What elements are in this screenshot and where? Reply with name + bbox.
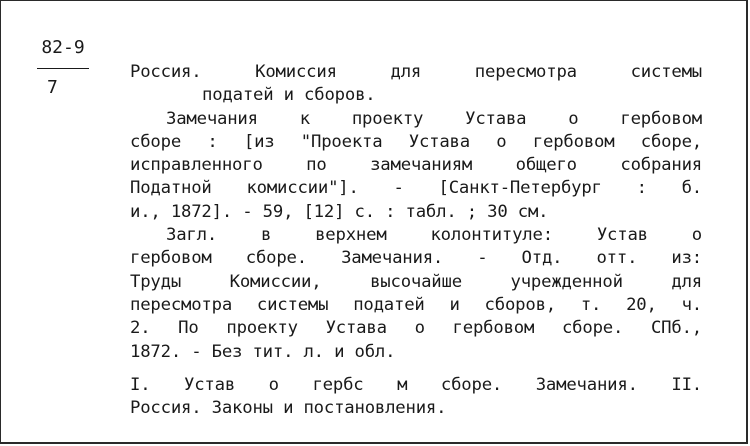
note-line-5: 2. По проекту Устава о гербовом сборе. СПб., [130, 318, 702, 339]
shelfmark-bottom: 7 [47, 77, 58, 98]
title-line-5: и., 1872]. - 59, [12] с. : табл. ; 30 см. [130, 201, 549, 222]
card-body [130, 61, 702, 420]
title-line-1: Замечания к проекту Устава о гербовом [166, 108, 702, 129]
heading-line-2: податей и сборов. [202, 85, 376, 106]
tracings-line-1: I. Устав о гербс м сборе. Замечания. II. [130, 374, 702, 395]
shelfmark [35, 37, 91, 99]
note-line-4: пересмотра системы податей и сборов, т. 20, ч. [130, 294, 702, 315]
heading-line-1: Россия. Комиссия для пересмотра системы [130, 62, 702, 82]
title-line-2: сборе : [из "Проекта Устава о гербовом сборе, [130, 131, 702, 152]
note-line-6: 1872. - Без тит. л. и обл. [130, 341, 396, 362]
tracings-line-2: Россия. Законы и постановления. [130, 398, 447, 419]
note-line-1: Загл. в верхнем колонтитуле: Устав о [166, 225, 702, 246]
note-line-3: Труды Комиссии, высочайше учрежденной для [130, 271, 702, 292]
shelfmark-top: 82-9 [41, 37, 85, 58]
section-gap [130, 364, 702, 374]
title-line-3: исправленного по замечаниям общего собрания [130, 155, 702, 176]
shelfmark-divider [37, 68, 89, 69]
title-line-4: Податной комиссии"]. - [Санкт-Петербург : б. [130, 178, 702, 199]
note-line-2: гербовом сборе. Замечания. - Отд. отт. из: [130, 248, 702, 269]
